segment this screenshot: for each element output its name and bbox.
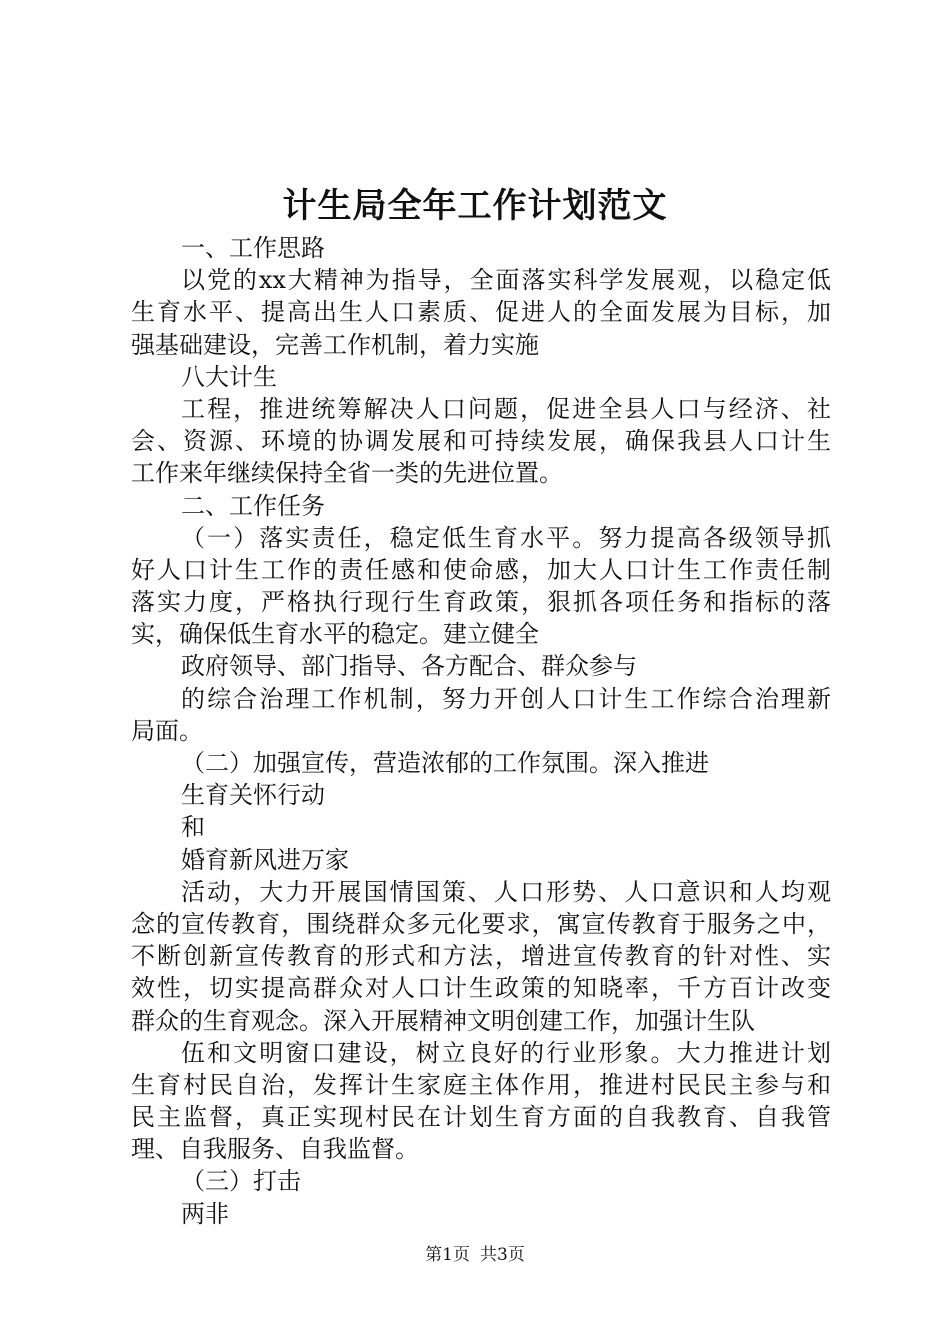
text-line: 工程，推进统筹解决人口问题，促进全县人口与经济、社 <box>181 394 831 423</box>
text-line: 婚育新风进万家 <box>181 845 349 874</box>
text-line: 八大计生 <box>181 362 277 391</box>
text-line: 和 <box>181 813 205 842</box>
text-line: 不断创新宣传教育的形式和方法，增进宣传教育的针对性、实 <box>131 942 831 971</box>
text-line: 群众的生育观念。深入开展精神文明创建工作，加强计生队 <box>131 1006 755 1035</box>
document-title: 计生局全年工作计划范文 <box>282 186 668 226</box>
text-line: 好人口计生工作的责任感和使命感，加大人口计生工作责任制 <box>131 555 831 584</box>
page-footer <box>0 1244 950 1266</box>
text-line: 落实力度，严格执行现行生育政策，狠抓各项任务和指标的落 <box>131 588 831 617</box>
text-line: （一）落实责任，稳定低生育水平。努力提高各级领导抓 <box>181 523 831 552</box>
document-body <box>131 232 831 1230</box>
text-line: 实，确保低生育水平的稳定。建立健全 <box>131 620 539 649</box>
text-line: 效性，切实提高群众对人口计生政策的知晓率，千方百计改变 <box>131 974 831 1003</box>
text-line: （三）打击 <box>181 1167 301 1196</box>
page-number: 第1页 <box>425 1245 470 1265</box>
text-line: 政府领导、部门指导、各方配合、群众参与 <box>181 652 637 681</box>
text-line: 理、自我服务、自我监督。 <box>131 1135 419 1164</box>
text-line: 以党的xx大精神为指导，全面落实科学发展观，以稳定低 <box>181 266 831 295</box>
text-line: 工作来年继续保持全省一类的先进位置。 <box>131 459 563 488</box>
text-line: （二）加强宣传，营造浓郁的工作氛围。深入推进 <box>181 749 709 777</box>
text-line: 会、资源、环境的协调发展和可持续发展，确保我县人口计生 <box>131 427 831 456</box>
text-line: 的综合治理工作机制，努力开创人口计生工作综合治理新 <box>181 684 831 713</box>
text-line: 局面。 <box>131 716 203 745</box>
text-line: 两非 <box>181 1199 229 1228</box>
text-line: 二、工作任务 <box>181 491 325 520</box>
text-line: 活动，大力开展国情国策、人口形势、人口意识和人均观 <box>181 877 831 906</box>
text-line: 念的宣传教育，围绕群众多元化要求，寓宣传教育于服务之中， <box>131 909 831 938</box>
text-line: 民主监督，真正实现村民在计划生育方面的自我教育、自我管 <box>131 1103 831 1132</box>
text-line: 生育村民自治，发挥计生家庭主体作用，推进村民民主参与和 <box>131 1070 831 1099</box>
text-line: 伍和文明窗口建设，树立良好的行业形象。大力推进计划 <box>181 1038 831 1067</box>
text-line: 生育关怀行动 <box>181 781 325 810</box>
text-line: 一、工作思路 <box>181 234 325 262</box>
text-line: 强基础建设，完善工作机制，着力实施 <box>131 330 539 359</box>
text-line: 生育水平、提高出生人口素质、促进人的全面发展为目标，加 <box>131 298 831 327</box>
page-total: 共3页 <box>480 1245 525 1265</box>
